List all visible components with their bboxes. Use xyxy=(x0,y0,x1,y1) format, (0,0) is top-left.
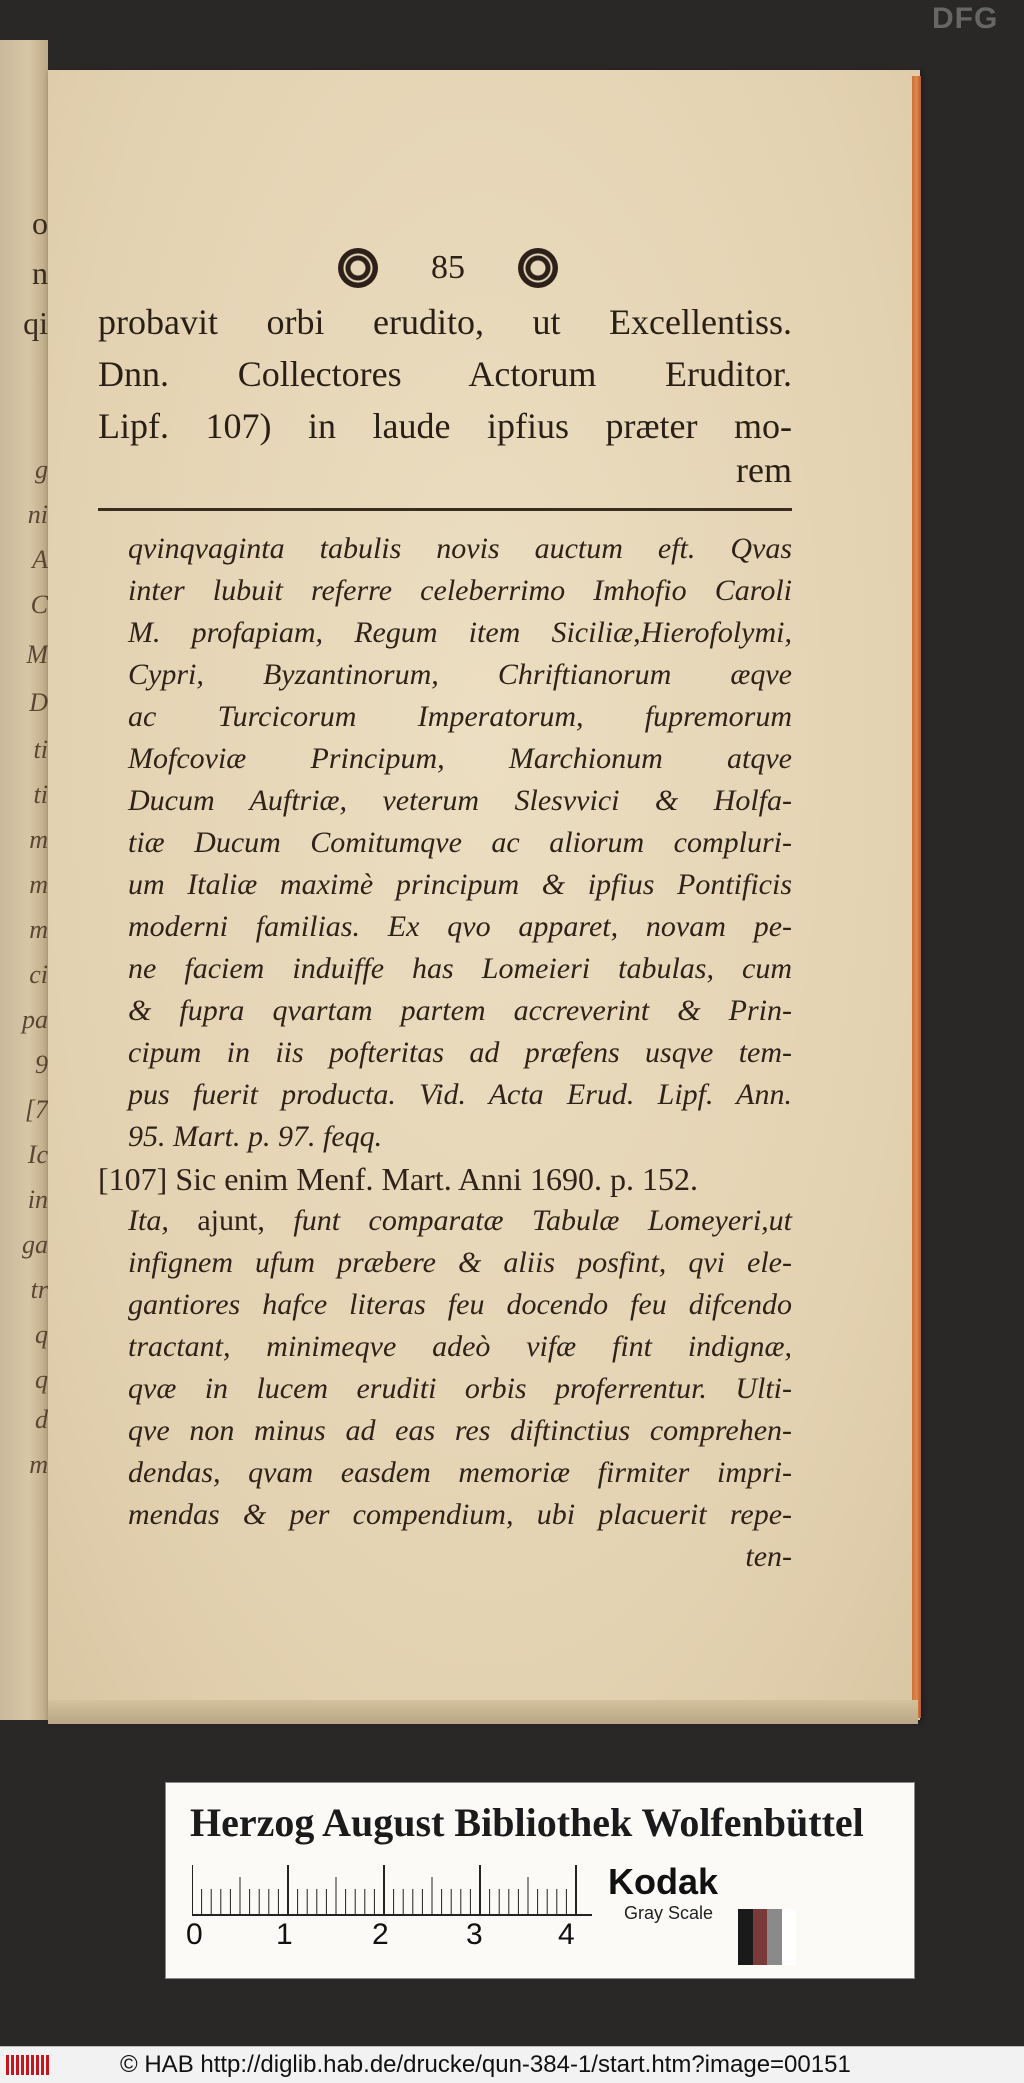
page-header xyxy=(338,240,558,296)
note-line: & fupra qvartam partem accreverint & Prin- xyxy=(128,994,792,1027)
prev-page-fragment: q xyxy=(35,1320,48,1349)
kodak-brand: Kodak xyxy=(608,1861,719,1902)
ruler-number: 1 xyxy=(276,1918,293,1951)
prev-page-fragment: in xyxy=(27,1185,48,1214)
note-107-line: infignem ufum præbere & aliis posfint, qvi ele- xyxy=(128,1246,792,1279)
prev-page-fragment: M xyxy=(26,640,48,669)
dfg-logo: DFG xyxy=(932,2,999,35)
ruler-number: 3 xyxy=(466,1918,483,1951)
body-line: Lipf. 107) in laude ipfius præter mo- xyxy=(98,406,792,446)
note-107-head: [107] Sic enim Menf. Mart. Anni 1690. p. 152. xyxy=(98,1161,698,1197)
page-edge-red xyxy=(912,76,921,1718)
note-line: qvinqvaginta tabulis novis auctum eft. Qvas xyxy=(128,532,792,565)
note-text: Ita, xyxy=(128,1204,169,1237)
prev-page-fragment: ni xyxy=(27,500,48,529)
prev-page-fragment: m xyxy=(29,870,48,899)
body-line: probavit orbi erudito, ut Excellentiss. xyxy=(98,302,792,342)
rosette-ornament-left-icon xyxy=(338,248,378,288)
prev-page-fragment: d xyxy=(35,1405,48,1434)
swatch-black xyxy=(738,1909,753,1965)
prev-page-fragment: ga xyxy=(22,1230,48,1259)
note-107-line: dendas, qvam easdem memoriæ firmiter impri- xyxy=(128,1456,792,1489)
ruler-number: 0 xyxy=(186,1918,203,1951)
prev-page-fragment: Ic xyxy=(27,1140,48,1169)
note-line: Cypri, Byzantinorum, Chriftianorum æqve xyxy=(128,658,792,691)
prev-page-fragment: 9 xyxy=(35,1050,48,1079)
note-line: 95. Mart. p. 97. feqq. xyxy=(128,1120,383,1153)
prev-page-fragment: D xyxy=(29,688,48,717)
note-107-line: mendas & per compendium, ubi placuerit repe- xyxy=(128,1498,792,1531)
note-line: pus fuerit producta. Vid. Acta Erud. Lipf. Ann. xyxy=(128,1078,792,1111)
previous-page-edge xyxy=(0,40,48,1720)
prev-page-fragment: [7 xyxy=(24,1095,48,1124)
note-line: moderni familias. Ex qvo apparet, novam pe- xyxy=(128,910,792,943)
note-line: M. profapiam, Regum item Siciliæ,Hierofolymi, xyxy=(128,616,792,649)
note-text-upright: ajunt, xyxy=(197,1204,265,1237)
page-number: 85 xyxy=(431,249,465,286)
note-line: ac Turcicorum Imperatorum, fupremorum xyxy=(128,700,792,733)
copyright-url: © HAB http://diglib.hab.de/drucke/qun-384-1/start.htm?image=00151 xyxy=(120,2051,851,2078)
note-line: tiæ Ducum Comitumqve ac aliorum compluri- xyxy=(128,826,792,859)
note-107-line: tractant, minimeqve adeò vifæ fint indignæ, xyxy=(128,1330,792,1363)
ruler-number: 2 xyxy=(372,1918,389,1951)
note-107-line xyxy=(128,1200,792,1242)
note-line: um Italiæ maximè principum & ipfius Pontificis xyxy=(128,868,792,901)
page-bottom-edge xyxy=(48,1700,918,1724)
note-107-line: gantiores hafce literas feu docendo feu difcendo xyxy=(128,1288,792,1321)
rosette-ornament-right-icon xyxy=(518,248,558,288)
prev-page-fragment: q xyxy=(35,1365,48,1394)
book-page xyxy=(48,70,920,1720)
note-107-line: qvæ in lucem eruditi orbis proferrentur. Ulti- xyxy=(128,1372,792,1405)
prev-page-fragment: ti xyxy=(33,780,48,809)
prev-page-fragment: m xyxy=(29,825,48,854)
note-line: Ducum Auftriæ, veterum Slesvvici & Holfa- xyxy=(128,784,792,817)
ruler-number: 4 xyxy=(558,1918,575,1951)
prev-page-fragment: ci xyxy=(29,960,48,989)
library-color-label xyxy=(166,1783,914,1978)
body-line: rem xyxy=(736,450,792,490)
note-line: inter lubuit referre celeberrimo Imhofio Caroli xyxy=(128,574,792,607)
prev-page-fragment: C xyxy=(30,590,48,619)
footnote-rule xyxy=(98,508,792,511)
note-text: funt comparatæ Tabulæ Lomeyeri,ut xyxy=(293,1204,792,1237)
swatch-mid xyxy=(767,1909,782,1965)
prev-page-fragment: o xyxy=(32,205,48,241)
note-line: cipum in iis pofteritas ad præfens usqve tem- xyxy=(128,1036,792,1069)
hab-logo-icon xyxy=(6,2055,50,2075)
prev-page-fragment: ti xyxy=(33,735,48,764)
prev-page-fragment: A xyxy=(32,545,48,574)
prev-page-fragment: m xyxy=(29,1450,48,1479)
note-line: Mofcoviæ Principum, Marchionum atqve xyxy=(128,742,792,775)
note-line: ne faciem induiffe has Lomeieri tabulas, cum xyxy=(128,952,792,985)
prev-page-fragment: m xyxy=(29,915,48,944)
gray-scale-caption: Gray Scale xyxy=(624,1903,714,1923)
prev-page-fragment: pa xyxy=(22,1005,48,1034)
swatch-white xyxy=(782,1909,797,1965)
swatch-dark xyxy=(753,1909,768,1965)
prev-page-fragment: g xyxy=(35,455,48,484)
prev-page-fragment: tr xyxy=(30,1275,48,1304)
library-name: Herzog August Bibliothek Wolfenbüttel xyxy=(190,1800,864,1845)
catchword: ten- xyxy=(745,1540,792,1573)
viewer-footer xyxy=(0,2046,1024,2083)
gray-swatches xyxy=(738,1909,796,1965)
body-line: Dnn. Collectores Actorum Eruditor. xyxy=(98,354,792,394)
prev-page-fragment: n xyxy=(32,255,48,291)
note-107-line: qve non minus ad eas res diftinctius comprehen- xyxy=(128,1414,792,1447)
prev-page-fragment: qi xyxy=(23,305,48,341)
